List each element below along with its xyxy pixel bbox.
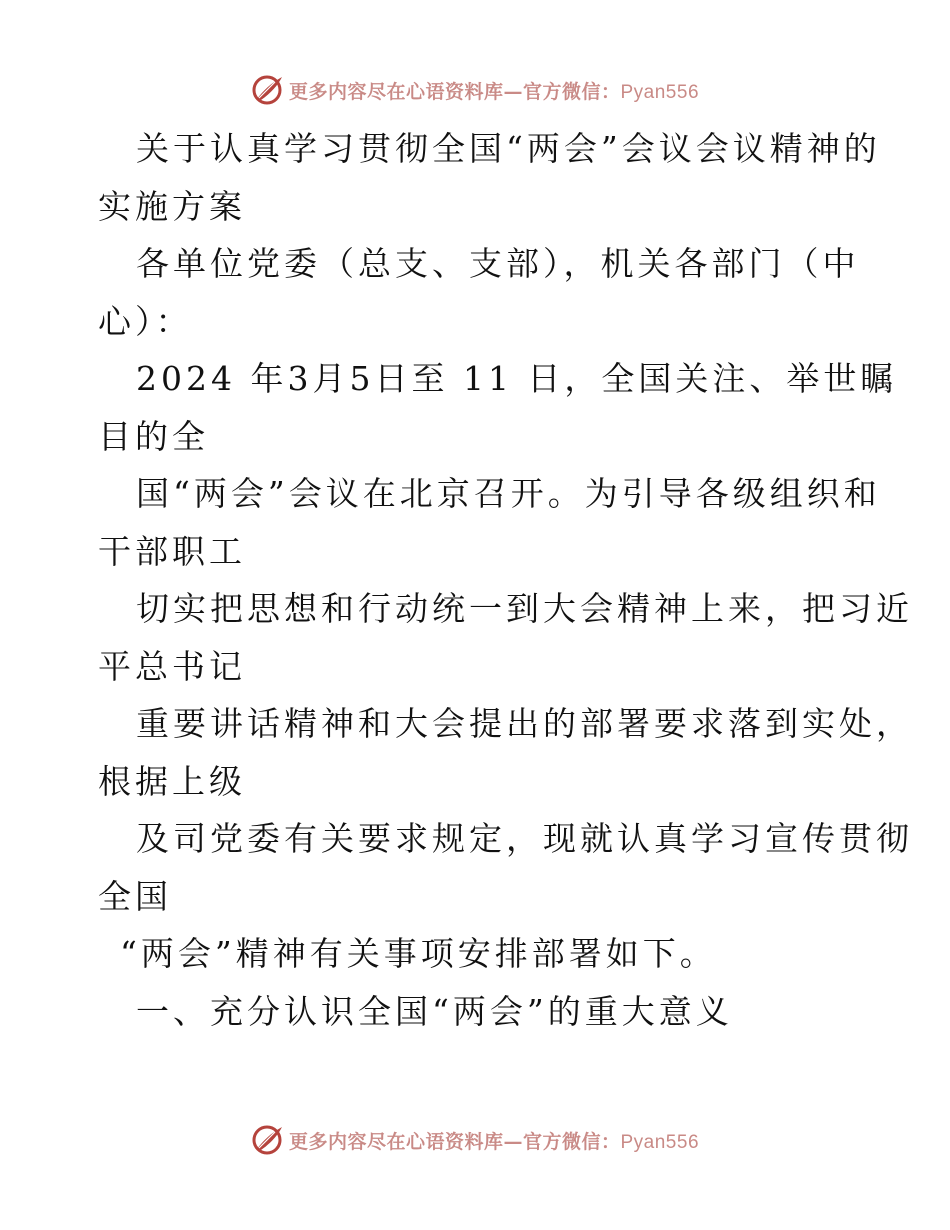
banner-wechat-id: Pyan556 (620, 81, 700, 103)
feather-pen-logo-icon (251, 73, 285, 107)
banner-label: 更多内容尽在心语资料库—官方微信： (288, 1130, 621, 1153)
banner-text (289, 1127, 699, 1154)
footer-banner (0, 1120, 950, 1160)
paragraph-line: 干部职工 (98, 531, 246, 571)
paragraph-line: 及司党委有关要求规定，现就认真学习宣传贯彻 (136, 819, 913, 858)
banner-text (289, 77, 699, 104)
paragraph-line: 根据上级 (98, 761, 246, 801)
paragraph-line: 平总书记 (98, 646, 246, 686)
salutation-line-2: 心）： (98, 301, 193, 341)
paragraph-line: 切实把思想和行动统一到大会精神上来，把习近 (136, 589, 913, 628)
header-banner (0, 70, 950, 110)
paragraph-line: 国“两会”会议在北京召开。为引导各级组织和 (136, 474, 881, 513)
feather-pen-logo-icon (251, 1123, 285, 1157)
paragraph-line: 2024 年3月5日至 11 日，全国关注、举世瞩 (136, 359, 898, 398)
banner-label: 更多内容尽在心语资料库—官方微信： (288, 80, 621, 103)
section-heading: 一、充分认识全国“两会”的重大意义 (136, 991, 733, 1031)
paragraph-line: 全国 (98, 876, 172, 916)
paragraph-line: 目的全 (98, 416, 209, 456)
paragraph-line: “两会”精神有关事项安排部署如下。 (120, 934, 717, 973)
salutation-line-1: 各单位党委（总支、支部），机关各部门（中 (136, 244, 860, 283)
paragraph-line: 重要讲话精神和大会提出的部署要求落到实处， (136, 704, 913, 743)
banner-wechat-id: Pyan556 (620, 1131, 700, 1153)
title-line-1: 关于认真学习贯彻全国“两会”会议会议精神的 (136, 129, 881, 168)
title-line-2: 实施方案 (98, 186, 246, 226)
document-body (98, 120, 913, 1040)
